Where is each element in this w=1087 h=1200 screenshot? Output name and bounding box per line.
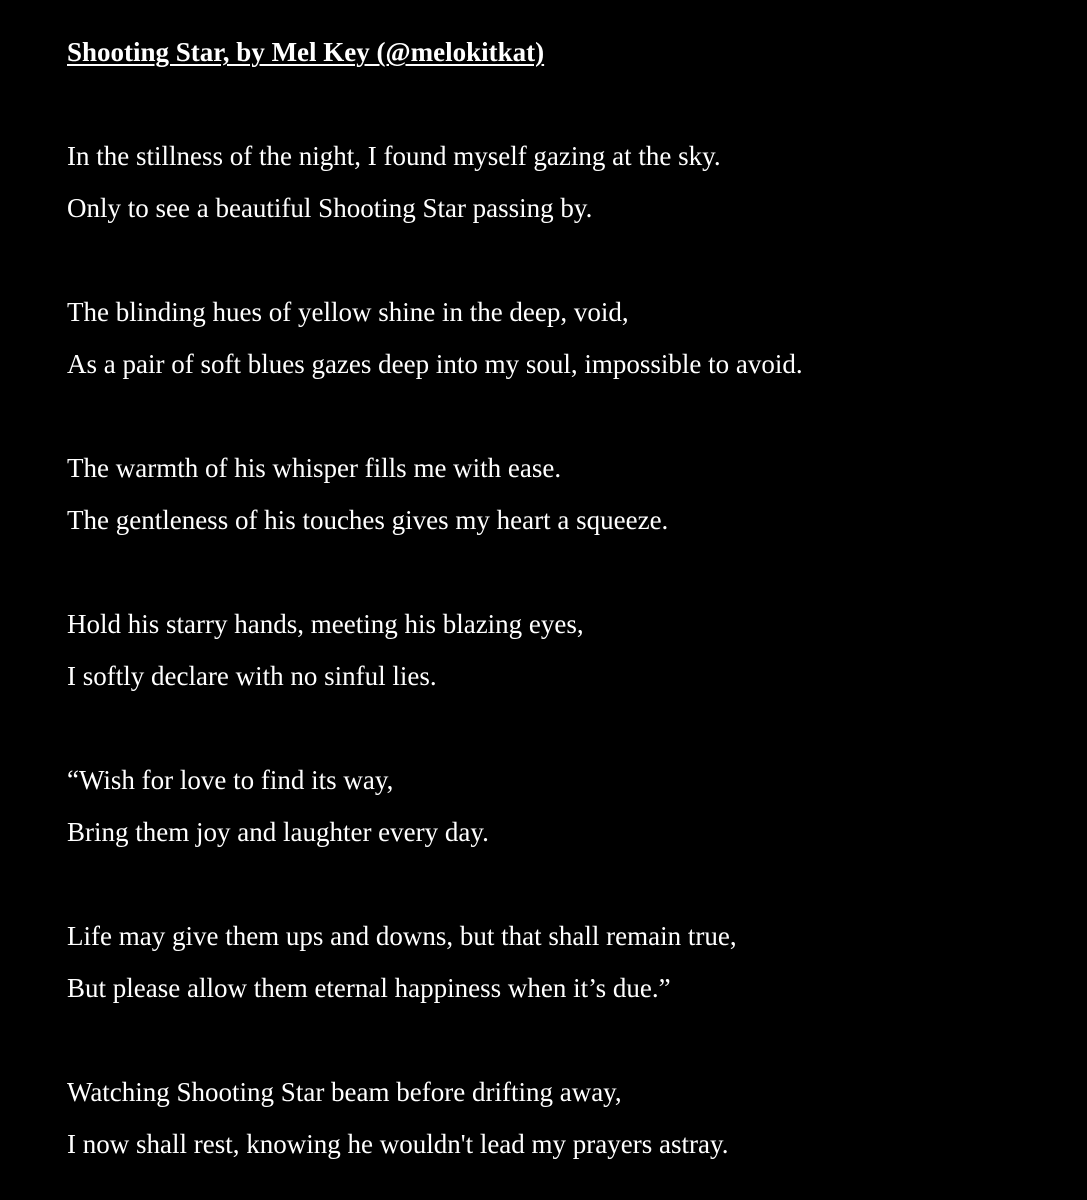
poem-line: The blinding hues of yellow shine in the deep, void, bbox=[67, 297, 629, 327]
poem-line: As a pair of soft blues gazes deep into my soul, impossible to avoid. bbox=[67, 349, 803, 379]
poem-line: Bring them joy and laughter every day. bbox=[67, 817, 489, 847]
poem-title: Shooting Star, by Mel Key (@melokitkat) bbox=[67, 37, 545, 67]
poem-line: I softly declare with no sinful lies. bbox=[67, 661, 437, 691]
poem-line: In the stillness of the night, I found myself gazing at the sky. bbox=[67, 141, 721, 171]
poem-line: The warmth of his whisper fills me with ease. bbox=[67, 453, 562, 483]
poem-line: Hold his starry hands, meeting his blazing eyes, bbox=[67, 609, 584, 639]
poem-line: The gentleness of his touches gives my heart a squeeze. bbox=[67, 505, 669, 535]
poem-line: Watching Shooting Star beam before drifting away, bbox=[67, 1077, 622, 1107]
poem-line: Life may give them ups and downs, but that shall remain true, bbox=[67, 921, 737, 951]
poem-line: But please allow them eternal happiness when it’s due.” bbox=[67, 973, 671, 1003]
poem-line: “Wish for love to find its way, bbox=[67, 765, 394, 795]
poem-line: Only to see a beautiful Shooting Star passing by. bbox=[67, 193, 593, 223]
poem-line: I now shall rest, knowing he wouldn't lead my prayers astray. bbox=[67, 1129, 729, 1159]
